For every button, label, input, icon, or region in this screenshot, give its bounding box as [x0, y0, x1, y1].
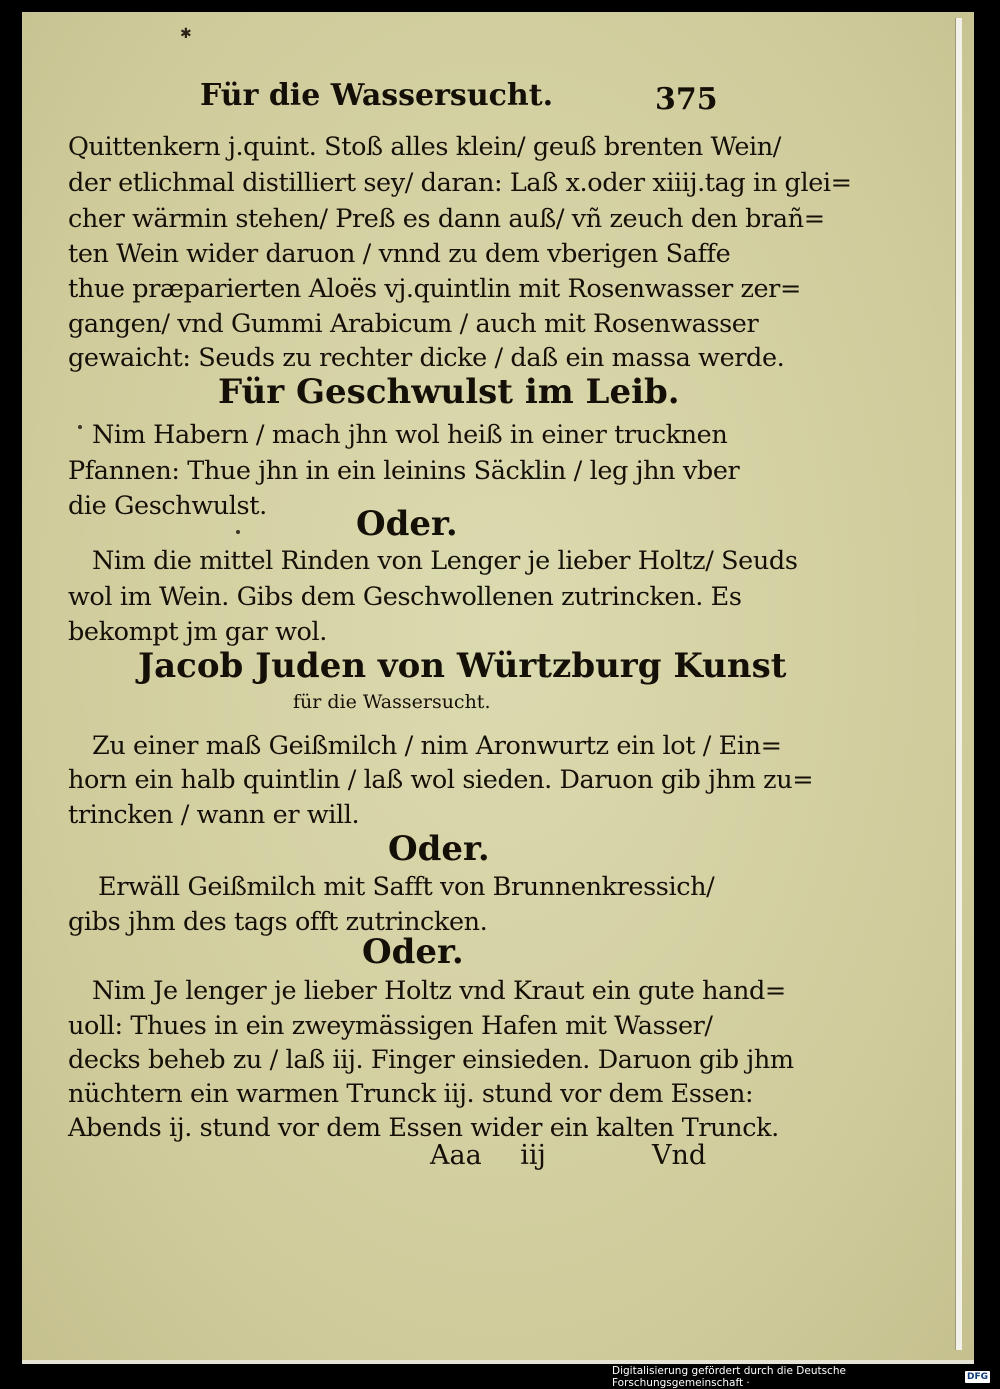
text-line: Nim Je lenger je lieber Holtz vnd Kraut ein gute hand=: [92, 976, 786, 1006]
ink-speck: [78, 425, 82, 429]
text-line: horn ein halb quintlin / laß wol sieden. Daruon gib jhm zu=: [68, 765, 814, 795]
oder-heading: Oder.: [356, 504, 458, 544]
digitization-footer: [612, 1365, 990, 1389]
oder-heading: Oder.: [388, 829, 490, 869]
text-line: Erwäll Geißmilch mit Safft von Brunnenkressich/: [98, 872, 715, 902]
text-line: cher wärmin stehen/ Preß es dann auß/ vñ zeuch den brañ=: [68, 204, 825, 234]
footer-text: Digitalisierung gefördert durch die Deutsche Forschungsgemeinschaft ·: [612, 1365, 846, 1389]
page-edge: [955, 18, 962, 1350]
text-line: Pfannen: Thue jhn in ein leinins Säcklin / leg jhn vber: [68, 456, 740, 486]
section-heading: Für Geschwulst im Leib.: [218, 372, 680, 412]
dfg-logo-icon: DFG: [966, 1372, 988, 1382]
text-line: gangen/ vnd Gummi Arabicum / auch mit Rosenwasser: [68, 309, 759, 339]
catchword: Vnd: [652, 1140, 707, 1171]
text-line: gewaicht: Seuds zu rechter dicke / daß ein massa werde.: [68, 343, 785, 373]
oder-heading: Oder.: [362, 932, 464, 972]
ink-mark: ✱: [180, 26, 192, 42]
section-subheading: für die Wassersucht.: [293, 691, 491, 713]
text-line: ten Wein wider daruon / vnnd zu dem vberigen Saffe: [68, 239, 731, 269]
text-line: decks beheb zu / laß iij. Finger einsieden. Daruon gib jhm: [68, 1045, 794, 1075]
text-line: wol im Wein. Gibs dem Geschwollenen zutrincken. Es: [68, 582, 742, 612]
section-heading: Jacob Juden von Würtzburg Kunst: [138, 646, 787, 686]
page-number: 375: [655, 82, 718, 117]
text-line: uoll: Thues in ein zweymässigen Hafen mit Wasser/: [68, 1011, 713, 1041]
text-line: der etlichmal distilliert sey/ daran: Laß x.oder xiiij.tag in glei=: [68, 168, 852, 198]
text-line: Nim die mittel Rinden von Lenger je lieber Holtz/ Seuds: [92, 546, 798, 576]
text-line: trincken / wann er will.: [68, 800, 360, 830]
text-line: bekompt jm gar wol.: [68, 617, 327, 647]
text-line: Zu einer maß Geißmilch / nim Aronwurtz ein lot / Ein=: [92, 731, 782, 761]
ink-speck: [236, 530, 240, 534]
text-line: Quittenkern j.quint. Stoß alles klein/ geuß brenten Wein/: [68, 132, 781, 162]
text-line: die Geschwulst.: [68, 491, 267, 521]
signature-mark: Aaa iij: [430, 1140, 546, 1171]
text-line: Abends ij. stund vor dem Essen wider ein kalten Trunck.: [68, 1113, 779, 1143]
page-edge-bottom: [22, 1360, 974, 1364]
text-line: Nim Habern / mach jhn wol heiß in einer trucknen: [92, 420, 728, 450]
text-line: thue præparierten Aloës vj.quintlin mit Rosenwasser zer=: [68, 274, 801, 304]
running-head: Für die Wassersucht.: [200, 78, 554, 113]
text-line: gibs jhm des tags offt zutrincken.: [68, 907, 488, 937]
text-line: nüchtern ein warmen Trunck iij. stund vor dem Essen:: [68, 1079, 754, 1109]
